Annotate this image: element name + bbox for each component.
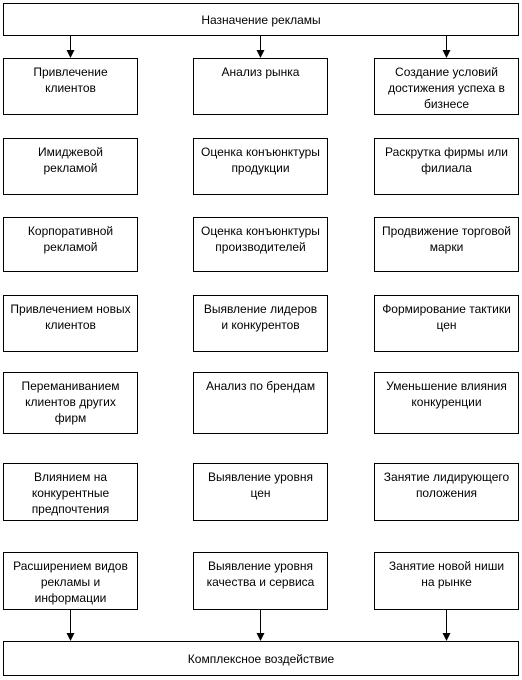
column-1-box-4-label: Привлечением новых клиентов [10,302,131,332]
column-1-box-1-label: Привлечение клиентов [33,65,108,95]
column-3-box-3 [374,217,519,272]
column-2-box-6-label: Выявление уровня цен [208,470,313,500]
column-1-box-4 [3,295,138,352]
column-2-box-1 [193,58,328,115]
bottom-box-label: Комплексное воздействие [187,651,335,666]
top-box-label: Назначение рекламы [201,12,321,27]
bottom-box [3,641,519,676]
column-2-box-5 [193,372,328,434]
column-2-box-2 [193,138,328,195]
column-2-box-4 [193,295,328,352]
column-3-box-7-label: Занятие новой ниши на рынке [388,559,505,589]
column-3-box-5-label: Уменьшение влияния конкуренции [386,379,507,409]
column-1-box-3 [3,217,138,272]
column-3-box-1-label: Создание условий достижения успеха в бизнесе [388,65,505,111]
column-3-box-1 [374,58,519,115]
column-3-box-4 [374,295,519,352]
column-1-box-2-label: Имиджевой рекламой [38,145,103,175]
column-1-box-7 [3,552,138,610]
column-2-box-3 [193,217,328,272]
column-1-box-3-label: Корпоративной рекламой [27,224,114,254]
column-3-box-6 [374,463,519,521]
column-1-box-6 [3,463,138,521]
column-2-box-7 [193,552,328,610]
top-box [3,3,519,36]
column-3-box-6-label: Занятие лидирующего положения [383,470,510,500]
column-1-box-5 [3,372,138,434]
column-1-box-5-label: Переманиванием клиентов других фирм [21,379,120,425]
column-3-box-7 [374,552,519,610]
column-1-box-6-label: Влиянием на конкурентные предпочтения [31,470,110,516]
column-2-box-2-label: Оценка конъюнктуры продукции [201,145,320,175]
column-3-box-2 [374,138,519,195]
column-2-box-6 [193,463,328,521]
column-1-box-1 [3,58,138,115]
column-1-box-7-label: Расширением видов рекламы и информации [13,559,128,605]
column-2-box-1-label: Анализ рынка [221,65,300,79]
column-3-box-3-label: Продвижение торговой марки [382,224,511,254]
column-3-box-4-label: Формирование тактики цен [382,302,511,332]
column-2-box-3-label: Оценка конъюнктуры производителей [201,224,320,254]
column-2-box-5-label: Анализ по брендам [205,379,316,393]
column-3-box-5 [374,372,519,434]
column-1-box-2 [3,138,138,195]
column-2-box-4-label: Выявление лидеров и конкурентов [203,302,318,332]
column-3-box-2-label: Раскрутка фирмы или филиала [385,145,508,175]
column-2-box-7-label: Выявление уровня качества и сервиса [206,559,315,589]
